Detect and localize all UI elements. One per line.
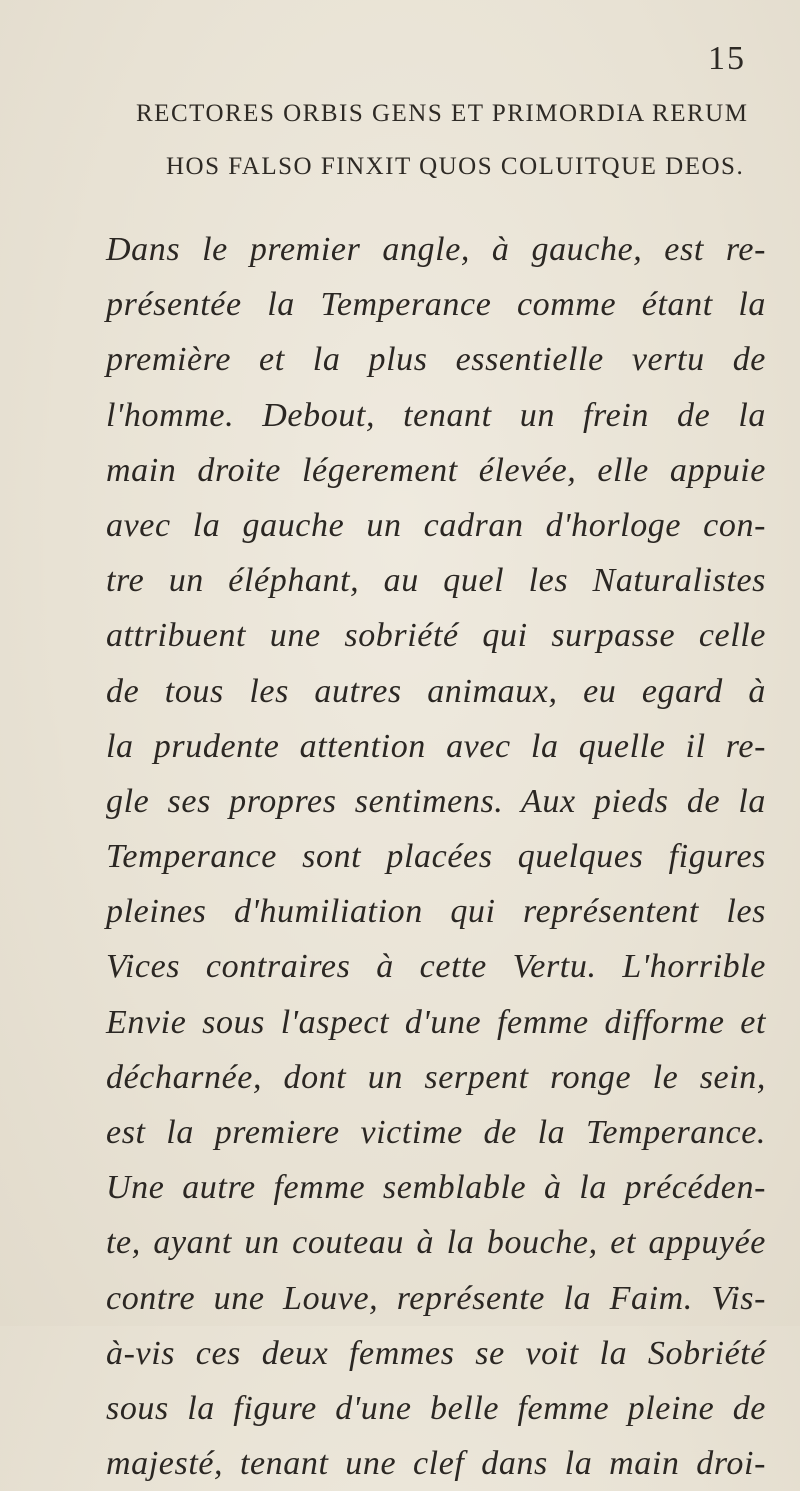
- text-line: de tous les autres animaux, eu egard à: [106, 672, 766, 710]
- epigraph-line-2: HOS FALSO FINXIT QUOS COLUITQUE DEOS.: [166, 153, 745, 180]
- text-line: Vices contraires à cette Vertu. L'horrible: [106, 948, 766, 986]
- body-paragraph: [106, 222, 766, 1491]
- text-line: contre une Louve, représente la Faim. Vis-: [106, 1279, 766, 1317]
- text-line: décharnée, dont un serpent ronge le sein,: [106, 1058, 766, 1096]
- text-line: attribuent une sobriété qui surpasse celle: [106, 617, 766, 655]
- page-number: 15: [708, 40, 746, 77]
- text-line: gle ses propres sentimens. Aux pieds de la: [106, 782, 766, 820]
- epigraph-line-1: RECTORES ORBIS GENS ET PRIMORDIA RERUM: [136, 100, 749, 127]
- text-line: Envie sous l'aspect d'une femme difforme et: [106, 1003, 766, 1041]
- text-line: majesté, tenant une clef dans la main droi-: [106, 1445, 766, 1483]
- text-line: est la premiere victime de la Temperance.: [106, 1114, 766, 1151]
- text-line: présentée la Temperance comme étant la: [106, 286, 766, 324]
- text-line: avec la gauche un cadran d'horloge con-: [106, 506, 766, 544]
- text-line: Dans le premier angle, à gauche, est re-: [106, 231, 766, 268]
- text-line: te, ayant un couteau à la bouche, et appuyée: [106, 1224, 766, 1262]
- text-line: main droite légerement élevée, elle appuie: [106, 451, 766, 489]
- text-line: Une autre femme semblable à la précéden-: [106, 1169, 766, 1207]
- text-line: tre un éléphant, au quel les Naturalistes: [106, 562, 766, 600]
- text-line: l'homme. Debout, tenant un frein de la: [106, 396, 766, 434]
- text-line: sous la figure d'une belle femme pleine de: [106, 1389, 766, 1427]
- text-line: à-vis ces deux femmes se voit la Sobriété: [106, 1334, 766, 1372]
- text-line: pleines d'humiliation qui représentent les: [106, 893, 766, 931]
- text-line: Temperance sont placées quelques figures: [106, 838, 766, 876]
- text-line: la prudente attention avec la quelle il re-: [106, 727, 766, 765]
- text-line: première et la plus essentielle vertu de: [106, 341, 766, 379]
